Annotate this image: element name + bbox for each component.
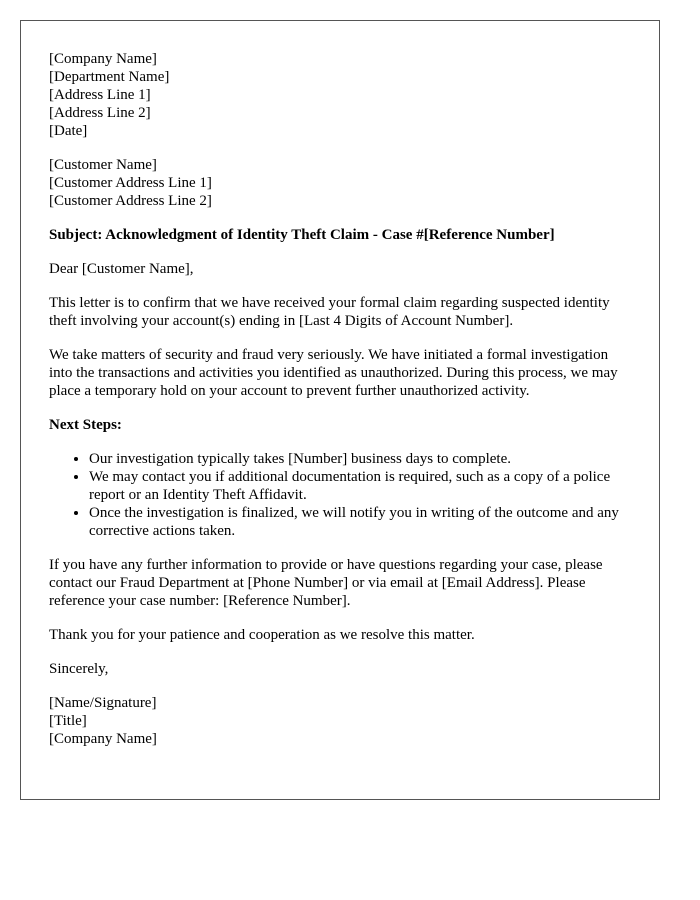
sender-address-block [49, 50, 631, 140]
list-item: • Once the investigation is finalized, we will notify you in writing of the outcome and any corrective actions taken. [89, 504, 631, 540]
signature-company: [Company Name] [49, 731, 157, 747]
recipient-name: [Customer Name] [49, 157, 157, 173]
paragraph-investigation: We take matters of security and fraud very seriously. We have initiated a formal investigation into the transactions and activities you identified as unauthorized. During this process, we may place a temporary hold on your account to prevent further unauthorized activity. [49, 347, 618, 399]
paragraph-contact: If you have any further information to provide or have questions regarding your case, please contact our Fraud Department at [Phone Number] or via email at [Email Address]. Please reference your case number: [Reference Number]. [49, 557, 603, 609]
list-item: • We may contact you if additional documentation is required, such as a copy of a police report or an Identity Theft Affidavit. [89, 468, 631, 504]
list-item: • Our investigation typically takes [Number] business days to complete. [89, 450, 631, 468]
subject-line: Subject: Acknowledgment of Identity Theft Claim - Case #[Reference Number] [49, 227, 555, 243]
signature-block [49, 694, 631, 748]
sender-company: [Company Name] [49, 51, 157, 67]
salutation: Dear [Customer Name], [49, 261, 194, 277]
paragraph-thanks: Thank you for your patience and cooperation as we resolve this matter. [49, 627, 475, 643]
next-steps-list [49, 450, 631, 540]
closing: Sincerely, [49, 661, 109, 677]
sender-address-line-2: [Address Line 2] [49, 105, 151, 121]
signature-name: [Name/Signature] [49, 695, 157, 711]
sender-address-line-1: [Address Line 1] [49, 87, 151, 103]
paragraph-confirmation: This letter is to confirm that we have received your formal claim regarding suspected identity theft involving your account(s) ending in [Last 4 Digits of Account Number]. [49, 295, 610, 329]
recipient-address-line-2: [Customer Address Line 2] [49, 193, 212, 209]
signature-title: [Title] [49, 713, 87, 729]
sender-department: [Department Name] [49, 69, 170, 85]
recipient-address-block [49, 156, 631, 210]
letter-date: [Date] [49, 123, 88, 139]
letter [20, 20, 660, 800]
recipient-address-line-1: [Customer Address Line 1] [49, 175, 212, 191]
next-steps-heading: Next Steps: [49, 417, 122, 433]
